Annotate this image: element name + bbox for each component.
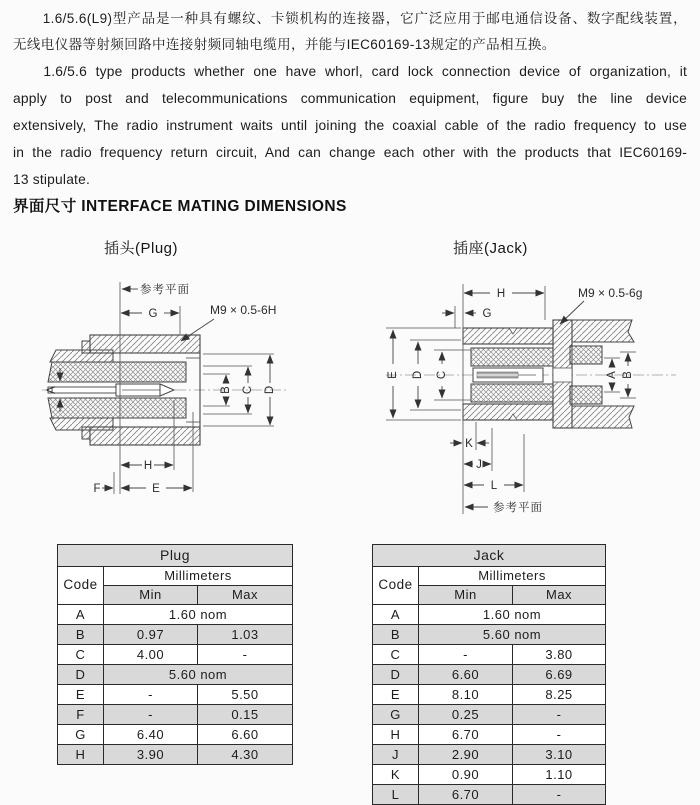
cell-code: K: [373, 765, 419, 785]
cell-min: -: [419, 645, 513, 665]
cell-min: 4.00: [104, 645, 198, 665]
plug-table-title: Plug: [58, 545, 293, 567]
cell-code: F: [58, 705, 104, 725]
cell-max: 6.60: [198, 725, 293, 745]
cell-code: H: [58, 745, 104, 765]
plug-code-header: Code: [58, 567, 104, 605]
jack-thread-label: M9 × 0.5-6g: [578, 286, 643, 300]
plug-dim-b: B: [220, 386, 232, 394]
intro-zh-line: 无线电仪器等射频回路中连接射频同轴电缆用，并能与IEC60169-13规定的产品相互换。: [13, 37, 556, 52]
cell-min: 2.90: [419, 745, 513, 765]
intro-en-line: apply to post and telecommunications communication equipment, figure buy the line device: [13, 91, 687, 106]
cell-max: 3.10: [513, 745, 606, 765]
cell-max: 3.80: [513, 645, 606, 665]
jack-max-header: Max: [513, 586, 606, 605]
cell-max: 1.03: [198, 625, 293, 645]
cell-max: 6.69: [513, 665, 606, 685]
cell-max: 5.50: [198, 685, 293, 705]
plug-figure-label: 插头(Plug): [104, 240, 179, 257]
cell-code: D: [373, 665, 419, 685]
plug-nut-step-top: [82, 341, 90, 353]
cell-min: 0.97: [104, 625, 198, 645]
jack-table-title: Jack: [373, 545, 606, 567]
plug-dim-d: D: [264, 385, 276, 395]
plug-max-header: Max: [198, 586, 293, 605]
plug-dim-h: H: [143, 460, 153, 472]
plug-body-top-wall: [90, 335, 200, 353]
plug-insulator-bottom: [48, 398, 186, 418]
plug-dim-f: F: [93, 483, 101, 495]
jack-insulator-bottom: [471, 384, 553, 402]
cell-min: 0.90: [419, 765, 513, 785]
cell-max: -: [513, 725, 606, 745]
cell-min: 6.70: [419, 725, 513, 745]
jack-dim-l: L: [490, 480, 498, 492]
cell-min: -: [104, 685, 198, 705]
plug-body-bottom-wall: [90, 427, 200, 445]
cell-max: -: [513, 785, 606, 805]
cell-code: B: [58, 625, 104, 645]
jack-figure-label: 插座(Jack): [453, 240, 528, 257]
cell-max: 4.30: [198, 745, 293, 765]
cell-code: J: [373, 745, 419, 765]
plug-dim-e: E: [152, 483, 160, 495]
intro-en-line: 1.6/5.6 type products whether one have whorl, card lock connection device of organization, it: [43, 64, 687, 79]
plug-unit-header: Millimeters: [104, 567, 293, 586]
plug-thread-label: M9 × 0.5-6H: [210, 303, 277, 317]
plug-center-conductor: [48, 387, 116, 393]
jack-dim-g: G: [482, 308, 492, 320]
section-heading: 界面尺寸 INTERFACE MATING DIMENSIONS: [13, 198, 347, 215]
cell-code: G: [373, 705, 419, 725]
cell-code: E: [58, 685, 104, 705]
cell-code: D: [58, 665, 104, 685]
intro-en-line: 13 stipulate.: [13, 172, 91, 187]
cell-max: 0.15: [198, 705, 293, 725]
jack-body-top-wall: [463, 328, 553, 344]
jack-dimensions-table: [372, 544, 606, 805]
cell-max: 8.25: [513, 685, 606, 705]
jack-rear-band-top: [572, 320, 634, 342]
jack-dim-c: C: [436, 370, 448, 380]
jack-unit-header: Millimeters: [419, 567, 606, 586]
plug-nut-step-bottom: [82, 427, 90, 439]
jack-rear-band-bottom: [572, 406, 634, 428]
plug-cross-section-drawing: [18, 262, 338, 540]
cell-value: 5.60 nom: [104, 665, 293, 685]
cell-value: 1.60 nom: [419, 605, 606, 625]
jack-dim-e: E: [387, 371, 399, 379]
jack-insulator-top: [471, 348, 553, 366]
plug-min-header: Min: [104, 586, 198, 605]
jack-rear-insulator-top: [570, 346, 602, 364]
cell-max: -: [513, 705, 606, 725]
jack-dim-b: B: [622, 371, 634, 379]
cell-code: A: [58, 605, 104, 625]
jack-body-bottom-wall: [463, 404, 553, 420]
cell-min: 6.40: [104, 725, 198, 745]
cell-code: L: [373, 785, 419, 805]
jack-code-header: Code: [373, 567, 419, 605]
plug-pin-tip: [160, 384, 174, 396]
intro-en-line: extensively, The radio instrument waits until joining the coaxial cable of the radio frequency to use: [13, 118, 687, 133]
jack-rear-insulator-bottom: [570, 386, 602, 404]
cell-code: C: [58, 645, 104, 665]
jack-cross-section-drawing: [366, 262, 700, 562]
plug-insulator-top: [48, 362, 186, 382]
cell-min: 6.70: [419, 785, 513, 805]
intro-en-line: in the radio frequency return circuit, And can change each other with the products that IEC60169-: [13, 145, 687, 160]
jack-dim-d: D: [412, 370, 424, 380]
cell-code: A: [373, 605, 419, 625]
plug-reference-plane-label: 参考平面: [140, 284, 190, 296]
cell-min: 8.10: [419, 685, 513, 705]
jack-dim-j: J: [476, 459, 482, 471]
cell-min: 0.25: [419, 705, 513, 725]
jack-reference-plane-label: 参考平面: [493, 502, 543, 514]
intro-text: [13, 6, 687, 193]
cell-code: E: [373, 685, 419, 705]
cell-min: 3.90: [104, 745, 198, 765]
cell-max: 1.10: [513, 765, 606, 785]
plug-dim-c: C: [242, 385, 254, 395]
jack-dim-a: A: [606, 371, 618, 379]
cell-min: 6.60: [419, 665, 513, 685]
cell-value: 1.60 nom: [104, 605, 293, 625]
plug-dim-a: A: [46, 386, 58, 394]
cell-value: 5.60 nom: [419, 625, 606, 645]
cell-code: C: [373, 645, 419, 665]
cell-code: H: [373, 725, 419, 745]
jack-dim-k: K: [465, 438, 473, 450]
intro-zh-line: 1.6/5.6(L9)型产品是一种具有螺纹、卡锁机构的连接器，它广泛应用于邮电通信设备、数字配线装置，: [42, 11, 687, 26]
cell-code: G: [58, 725, 104, 745]
plug-dimensions-table: [57, 544, 293, 765]
jack-dim-h: H: [496, 288, 506, 300]
plug-dim-g: G: [148, 308, 158, 320]
cell-min: -: [104, 705, 198, 725]
cell-max: -: [198, 645, 293, 665]
cell-code: B: [373, 625, 419, 645]
jack-min-header: Min: [419, 586, 513, 605]
